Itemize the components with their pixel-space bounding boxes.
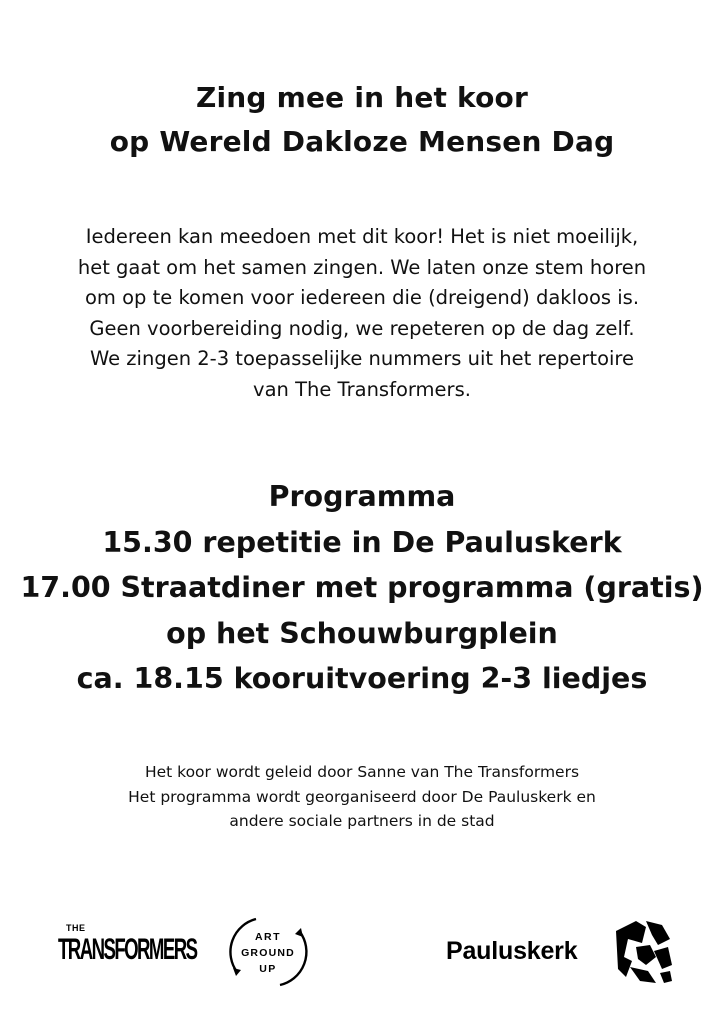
pauluskerk-logo-name: Pauluskerk (446, 937, 578, 965)
program-item: ca. 18.15 kooruitvoering 2-3 liedjes (76, 662, 648, 695)
intro-line: het gaat om het samen zingen. We laten onze stem horen (77, 255, 647, 279)
transformers-logo-word: TRANSFORMERS (58, 933, 197, 966)
art-ground-up-text-1: ART (254, 931, 282, 943)
intro-line: om op te komen voor iedereen die (dreigend) dakloos is. (84, 286, 640, 310)
program-section (0, 474, 724, 702)
intro-line: Geen voorbereiding nodig, we repeteren op de dag zelf. (89, 316, 635, 340)
art-ground-up-logo (226, 910, 310, 994)
art-ground-up-circle-icon (226, 910, 310, 994)
intro-paragraph (40, 222, 684, 406)
title-line-1: Zing mee in het koor (195, 81, 528, 114)
program-item: op het Schouwburgplein (166, 616, 558, 650)
pauluskerk-emblem-icon (612, 917, 674, 985)
intro-line: van The Transformers. (253, 377, 471, 401)
program-item: 17.00 Straatdiner met programma (gratis) (20, 571, 704, 604)
art-ground-up-text-2: GROUND (241, 947, 295, 959)
transformers-logo (58, 924, 204, 967)
art-ground-up-text-3: UP (259, 963, 277, 975)
credits-line: Het koor wordt geleid door Sanne van The Transformers (144, 763, 580, 781)
intro-line: We zingen 2-3 toepasselijke nummers uit het repertoire (89, 347, 635, 371)
intro-line: Iedereen kan meedoen met dit koor! Het is niet moeilijk, (85, 225, 639, 248)
credits-line: Het programma wordt georganiseerd door De Pauluskerk en (128, 787, 596, 806)
credits-line: andere sociale partners in de stad (229, 812, 495, 830)
flyer-title (0, 76, 724, 164)
credits-section (80, 760, 644, 834)
title-line-2: op Wereld Dakloze Mensen Dag (109, 125, 615, 158)
transformers-logo-the: THE (66, 923, 86, 933)
program-item: 15.30 repetitie in De Pauluskerk (102, 525, 622, 559)
program-heading: Programma (268, 480, 456, 513)
